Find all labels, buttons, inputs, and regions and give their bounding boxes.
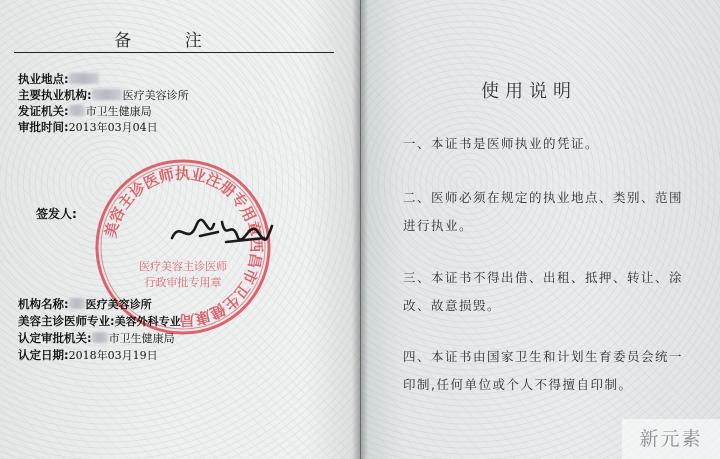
handwritten-signature-icon bbox=[166, 212, 276, 252]
specialty-label: 美容主诊医师专业: bbox=[18, 314, 115, 328]
instruction-item-1: 一、本证书是医师执业的凭证。 bbox=[403, 136, 600, 151]
approval-date-row bbox=[18, 120, 158, 135]
redaction-mark bbox=[92, 332, 108, 343]
redaction-mark bbox=[69, 298, 85, 309]
redaction-mark bbox=[69, 73, 99, 84]
org-name-label: 机构名称: bbox=[18, 297, 69, 311]
cert-date-label: 认定日期: bbox=[18, 348, 69, 362]
cert-date-row bbox=[18, 348, 158, 363]
specialty-row bbox=[18, 314, 181, 329]
instruction-item-2: 二、医师必须在规定的执业地点、类别、范围进行执业。 bbox=[403, 190, 684, 233]
cert-date-value: 2018年03月19日 bbox=[68, 349, 158, 362]
title-divider bbox=[14, 52, 334, 53]
org-name-value: 医疗美容诊所 bbox=[85, 298, 152, 311]
practice-location-label: 执业地点: bbox=[18, 72, 69, 86]
cert-authority-label: 认定审批机关: bbox=[18, 331, 92, 345]
issuing-authority-label: 发证机关: bbox=[18, 104, 69, 118]
booklet-spine bbox=[352, 0, 368, 459]
seal-outer-text: 美容主诊医师执业注册专用章西昌市卫生健康局 bbox=[101, 164, 266, 330]
signer-label: 签发人: bbox=[36, 207, 77, 221]
seal-inner-line1: 医疗美容主诊医师 bbox=[139, 260, 227, 273]
instruction-item-4: 四、本证书由国家卫生和计划生育委员会统一印制,任何单位或个人不得擅自印制。 bbox=[403, 349, 684, 392]
cert-authority-row bbox=[18, 331, 175, 346]
seal-inner-line2: 行政审批专用章 bbox=[144, 276, 222, 289]
instruction-item-3: 三、本证书不得出借、出租、抵押、转让、涂改、故意损毁。 bbox=[403, 270, 684, 313]
practice-location-row bbox=[18, 72, 100, 86]
issuing-authority-row bbox=[18, 104, 152, 119]
watermark-logo: 新元素 bbox=[622, 419, 720, 459]
org-name-row bbox=[18, 297, 152, 312]
redaction-mark bbox=[69, 105, 85, 116]
main-institution-label: 主要执业机构: bbox=[18, 88, 92, 102]
approval-date-label: 审批时间: bbox=[18, 120, 69, 134]
cert-authority-value: 市卫生健康局 bbox=[108, 332, 175, 345]
approval-date-value: 2013年03月04日 bbox=[68, 121, 158, 134]
remarks-title: 备 注 bbox=[114, 31, 226, 51]
issuing-authority-value: 市卫生健康局 bbox=[85, 105, 152, 118]
instructions-title: 使用说明 bbox=[481, 81, 577, 102]
redaction-mark bbox=[92, 89, 122, 100]
specialty-value: 美容外科专业 bbox=[114, 315, 181, 328]
main-institution-row bbox=[18, 88, 189, 103]
main-institution-value: 医疗美容诊所 bbox=[122, 89, 189, 102]
